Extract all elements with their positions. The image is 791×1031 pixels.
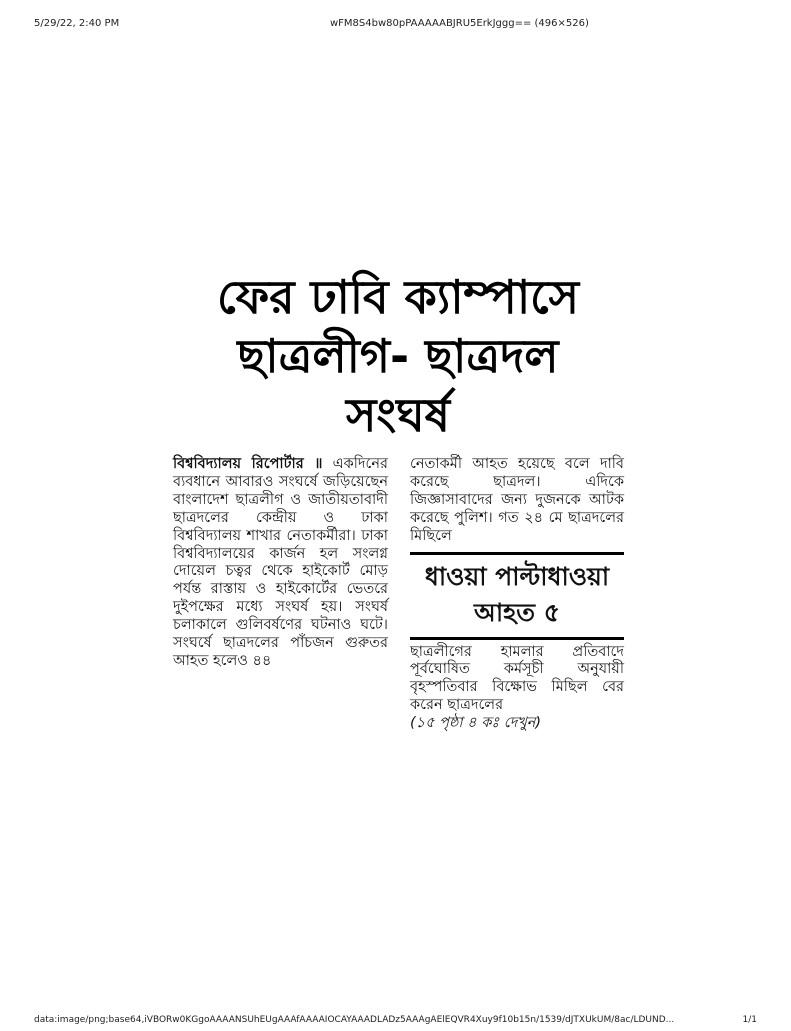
page-count: 1/1 [742, 1015, 757, 1025]
subhead-top-rule [410, 552, 624, 555]
print-header [34, 18, 757, 32]
subhead-bottom-rule [410, 637, 624, 640]
subhead-line-1: ধাওয়া পাল্টাধাওয়া [424, 561, 610, 591]
print-title: wFM8S4bw80pPAAAAABJRU5ErkJggg== (496×526) [330, 18, 589, 29]
subhead [410, 559, 624, 631]
left-column [173, 456, 388, 671]
headline-line-3: সংঘর্ষ [346, 388, 450, 442]
continued-on-page-line: (১৫ পৃষ্ঠা ৪ কঃ দেখুন) [410, 715, 542, 732]
byline: বিশ্ববিদ্যালয় রিপোর্টার ॥ [173, 456, 323, 472]
right-body-bottom: ছাত্রলীগের হামলার প্রতিবাদে পূর্বঘোষিত কর্মসূচী অনুযায়ী বৃহস্পতিবার বিক্ষোভ মিছিল বের করেন ছাত্রদলের [410, 643, 624, 714]
right-body-top: নেতাকর্মী আহত হয়েছে বলে দাবি করেছে ছাত্রদল। এদিকে জিজ্ঞাসাবাদের জন্য দুজনকে আটক করেছে পুলিশ। গত ২৪ মে ছাত্রদলের মিছিলে [410, 456, 624, 544]
print-footer [34, 1015, 757, 1031]
print-date: 5/29/22, 2:40 PM [34, 18, 120, 29]
headline [170, 268, 626, 445]
headline-line-1: ফের ঢাবি ক্যাম্পাসে [216, 270, 580, 324]
left-body: একদিনের ব্যবধানে আবারও সংঘর্ষে জড়িয়েছেন বাংলাদেশ ছাত্রলীগ ও জাতীয়তাবাদী ছাত্রদলের কেন্দ্রীয় ও ঢাকা বিশ্ববিদ্যালয় শাখার নেতাকর্মীরা। ঢাকা বিশ্ববিদ্যালয়ের কার্জন হল সংলগ্ন দোয়েল চত্বর থেকে হাইকোর্ট মোড় পর্যন্ত রাস্তায় ও হাইকোর্টের ভেতরে দুইপক্ষের মধ্যে সংঘর্ষ হয়। সংঘর্ষ চলাকালে গুলিবর্ষণের ঘটনাও ঘটে। সংঘর্ষে ছাত্রদলের পাঁচজন গুরুতর আহত হলেও ৪৪ [173, 456, 389, 669]
newspaper-clipping [170, 268, 626, 768]
right-column [410, 456, 624, 733]
subhead-line-2: আহত ৫ [474, 597, 560, 627]
headline-line-2: ছাত্রলীগ- ছাত্রদল [237, 329, 559, 383]
print-url: data:image/png;base64,iVBORw0KGgoAAAANSUhEUgAAAfAAAAIOCAYAAADLADz5AAAgAElEQVR4Xuy9f10b15n/1539/dJTXUkUM/8ac/LDUND... [34, 1015, 675, 1025]
left-column-text [173, 456, 388, 671]
